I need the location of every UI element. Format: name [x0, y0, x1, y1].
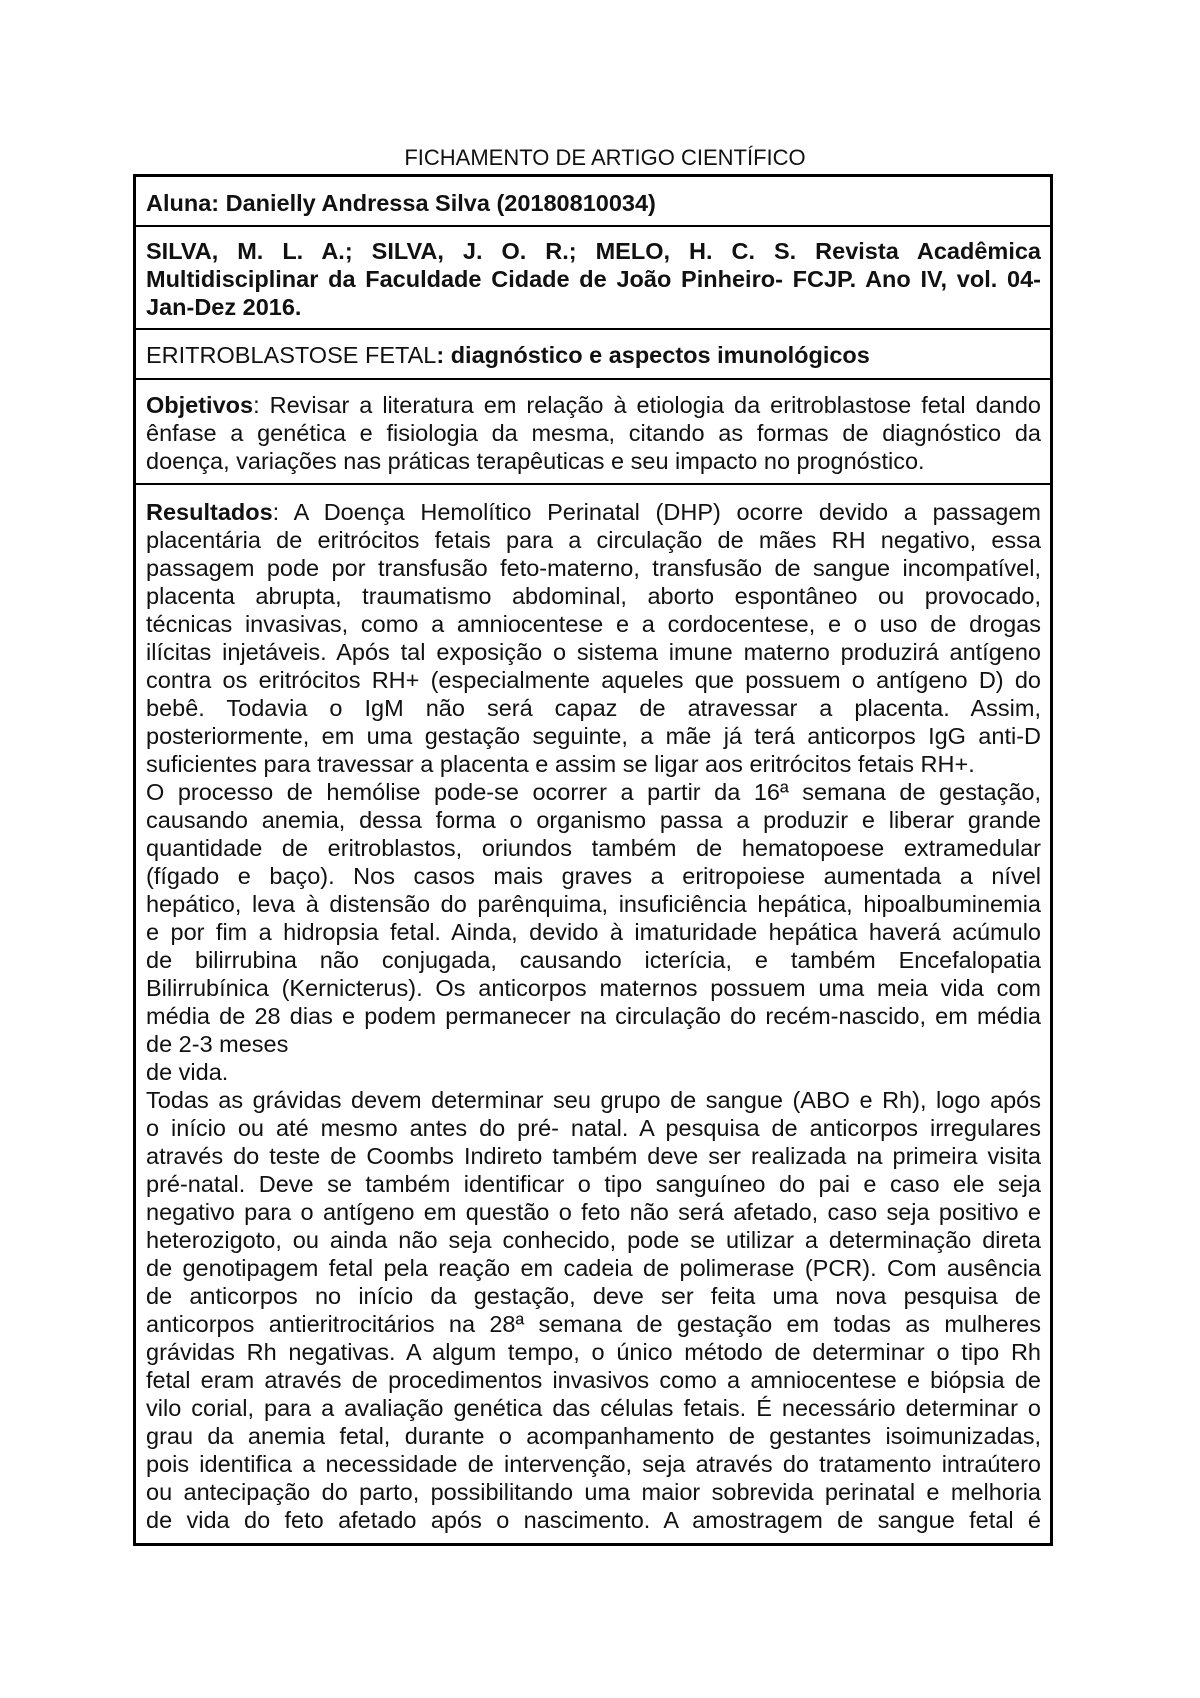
resultados-line — [146, 498, 1041, 526]
resultados-line: Bilirrubínica (Kernicterus). Os anticorpos maternos possuem uma meia vida com — [146, 975, 1041, 1001]
resultados-line: grávidas Rh negativas. A algum tempo, o único método de determinar o tipo Rh — [146, 1339, 1041, 1365]
resultados-line: de genotipagem fetal pela reação em cadeia de polimerase (PCR). Com ausência — [146, 1255, 1041, 1281]
resultados-line: o início ou até mesmo antes do pré- natal. A pesquisa de anticorpos irregulares — [146, 1115, 1041, 1141]
resultados-line: ilícitas injetáveis. Após tal exposição o sistema imune materno produzirá antígeno — [146, 639, 1041, 665]
resultados-line: negativo para o antígeno em questão o feto não será afetado, caso seja positivo e — [146, 1199, 1041, 1225]
resultados-line: O processo de hemólise pode-se ocorrer a partir da 16ª semana de gestação, — [146, 779, 1041, 805]
resultados-line: ou antecipação do parto, possibilitando uma maior sobrevida perinatal e melhoria — [146, 1479, 1041, 1505]
resultados-line: de bilirrubina não conjugada, causando icterícia, e também Encefalopatia — [146, 947, 1041, 973]
resultados-label: Resultados — [146, 499, 273, 525]
student-row — [136, 177, 1050, 227]
objetivos-line: ênfase a genética e fisiologia da mesma, citando as formas de diagnóstico da — [146, 420, 1041, 446]
resultados-line: de 2-3 meses — [146, 1031, 289, 1057]
resultados-line: vilo corial, para a avaliação genética das células fetais. É necessário determinar o — [146, 1395, 1041, 1421]
resultados-text: : A Doença Hemolítico Perinatal (DHP) ocorre devido a passagem — [272, 499, 1041, 525]
objetivos-text: : Revisar a literatura em relação à etiologia da eritroblastose fetal dando — [253, 392, 1041, 418]
reference-line: SILVA, M. L. A.; SILVA, J. O. R.; MELO, H. C. S. Revista Acadêmica — [146, 238, 1041, 264]
article-title-main: ERITROBLASTOSE FETAL — [146, 342, 437, 368]
resultados-line: placentária de eritrócitos fetais para a circulação de mães RH negativo, essa — [146, 527, 1041, 553]
resultados-line: hepático, leva à distensão do parênquima, insuficiência hepática, hipoalbuminemia — [146, 891, 1041, 917]
resultados-line: bebê. Todavia o IgM não será capaz de atravessar a placenta. Assim, — [146, 695, 1041, 721]
resultados-line: suficientes para travessar a placenta e assim se ligar aos eritrócitos fetais RH+. — [146, 751, 975, 777]
resultados-line: pré-natal. Deve se também identificar o tipo sanguíneo do pai e caso ele seja — [146, 1171, 1041, 1197]
resultados-line: de vida do feto afetado após o nascimento. A amostragem de sangue fetal é — [146, 1507, 1041, 1533]
resultados-line: contra os eritrócitos RH+ (especialmente aqueles que possuem o antígeno D) do — [146, 667, 1041, 693]
reference-row — [136, 227, 1050, 330]
resultados-line: causando anemia, dessa forma o organismo passa a produzir e liberar grande — [146, 807, 1041, 833]
reference-line: Jan-Dez 2016. — [146, 294, 302, 320]
objetivos-row — [136, 380, 1050, 485]
resultados-line: Todas as grávidas devem determinar seu grupo de sangue (ABO e Rh), logo após — [146, 1087, 1041, 1113]
resultados-line: anticorpos antieritrocitários na 28ª semana de gestação em todas as mulheres — [146, 1311, 1041, 1337]
resultados-line: pois identifica a necessidade de intervenção, seja através do tratamento intraútero — [146, 1451, 1041, 1477]
student-line: Aluna: Danielly Andressa Silva (20180810034) — [146, 190, 656, 216]
article-title — [146, 341, 1041, 369]
resultados-line: média de 28 dias e podem permanecer na circulação do recém-nascido, em média — [146, 1003, 1041, 1029]
resultados-line: placenta abrupta, traumatismo abdominal, aborto espontâneo ou provocado, — [146, 583, 1041, 609]
resultados-line: quantidade de eritroblastos, oriundos também de hematopoese extramedular — [146, 835, 1041, 861]
resultados-row — [136, 485, 1050, 1543]
resultados-line: passagem pode por transfusão feto-materno, transfusão de sangue incompatível, — [146, 555, 1041, 581]
article-title-subtitle: : diagnóstico e aspectos imunológicos — [436, 342, 870, 368]
document-heading: FICHAMENTO DE ARTIGO CIENTÍFICO — [404, 145, 806, 170]
resultados-line: grau da anemia fetal, durante o acompanhamento de gestantes isoimunizadas, — [146, 1423, 1041, 1449]
reference-line: Multidisciplinar da Faculdade Cidade de João Pinheiro- FCJP. Ano IV, vol. 04- — [146, 266, 1041, 292]
resultados-line: fetal eram através de procedimentos invasivos como a amniocentese e biópsia de — [146, 1367, 1041, 1393]
resultados-line: de vida. — [146, 1059, 229, 1085]
objetivos-line — [146, 391, 1041, 419]
fichamento-table — [133, 174, 1053, 1546]
objetivos-label: Objetivos — [146, 392, 254, 418]
resultados-line: heterozigoto, ou ainda não seja conhecido, pode se utilizar a determinação direta — [146, 1227, 1041, 1253]
resultados-line: técnicas invasivas, como a amniocentese e a cordocentese, e o uso de drogas — [146, 611, 1041, 637]
objetivos-line: doença, variações nas práticas terapêuticas e seu impacto no prognóstico. — [146, 448, 925, 474]
article-title-row — [136, 330, 1050, 380]
resultados-line: posteriormente, em uma gestação seguinte, a mãe já terá anticorpos IgG anti-D — [146, 723, 1041, 749]
resultados-line: e por fim a hidropsia fetal. Ainda, devido à imaturidade hepática haverá acúmulo — [146, 919, 1041, 945]
resultados-line: através do teste de Coombs Indireto também deve ser realizada na primeira visita — [146, 1143, 1041, 1169]
resultados-line: de anticorpos no início da gestação, deve ser feita uma nova pesquisa de — [146, 1283, 1041, 1309]
resultados-line: (fígado e baço). Nos casos mais graves a eritropoiese aumentada a nível — [146, 863, 1041, 889]
